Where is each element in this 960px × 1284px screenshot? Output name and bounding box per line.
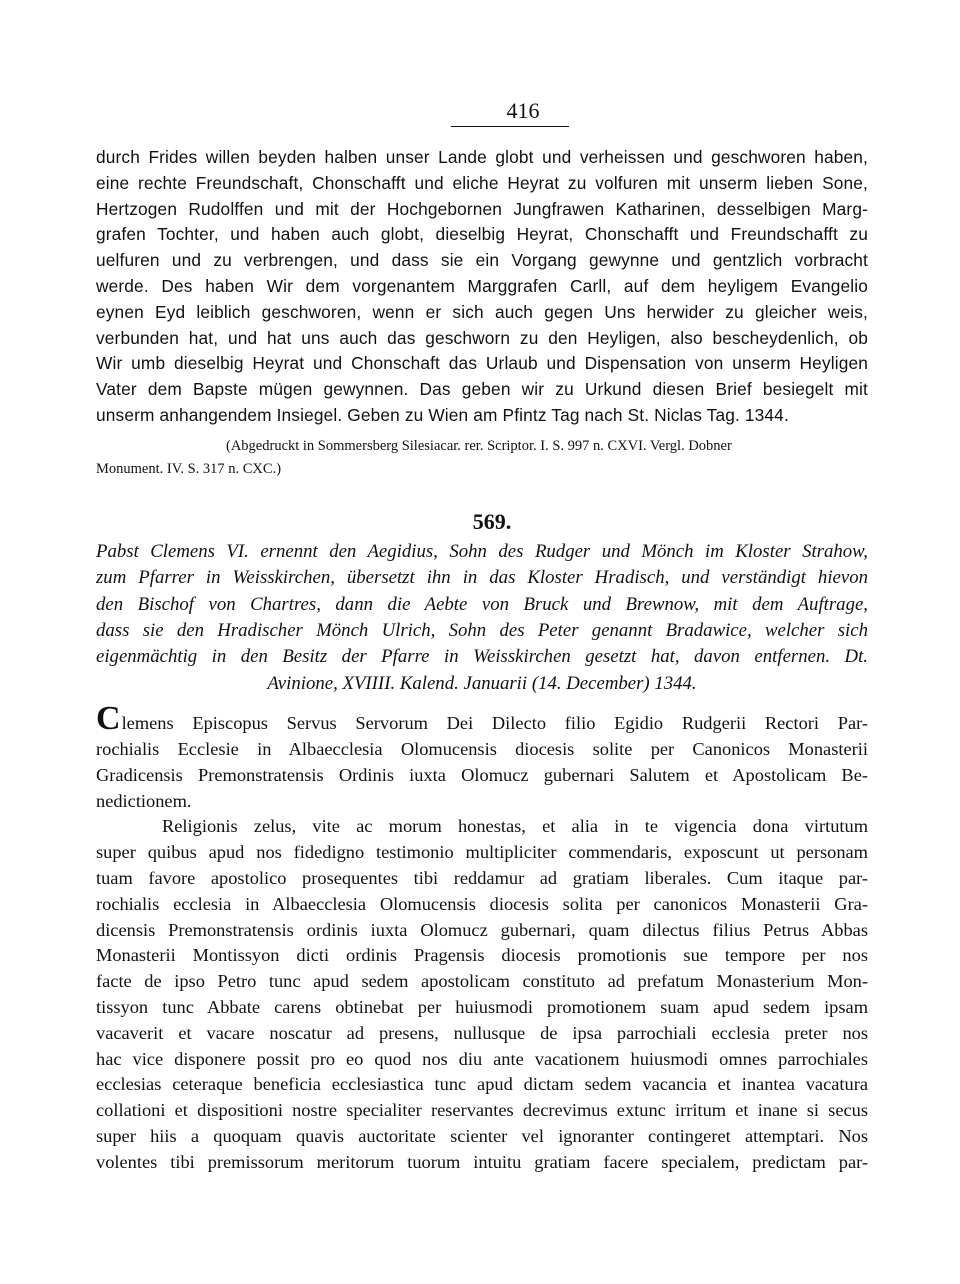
text-line: rochialis Ecclesie in Albaecclesia Olomucensis diocesis solite per Canonicos Monasterii: [96, 739, 868, 759]
document-summary: [96, 539, 868, 697]
text-line: collationi et dispositioni nostre specialiter reservantes decrevimus extunc irritum et inane si secus: [96, 1100, 868, 1121]
text-line: Wir umb dieselbig Heyrat und Chonschaft das Urlaub und Dispensation von unserm Heyligen: [96, 353, 868, 374]
citation-line: (Abgedruckt in Sommersberg Silesiacar. rer. Scriptor. I. S. 997 n. CXVI. Vergl. Dobner: [226, 437, 732, 454]
text-line: [96, 700, 868, 738]
document-number: 569.: [472, 508, 512, 534]
text-line: uelfuren und zu verbrengen, und dass sie ein Vorgang gewynne und gentzlich vorbracht: [96, 250, 868, 271]
summary-line: Avinione, XVIIII. Kalend. Januarii (14. December) 1344.: [267, 672, 697, 694]
page-number: 416: [506, 98, 540, 123]
text-line: werde. Des haben Wir dem vorgenantem Marggrafen Carll, auf dem heyligem Evangelio: [96, 275, 868, 296]
document-page: [96, 98, 868, 1176]
text-line: unserm anhangendem Insiegel. Geben zu Wien am Pfintz Tag nach St. Niclas Tag. 1344.: [96, 404, 789, 425]
text-line: Hertzogen Rudolffen und mit der Hochgebornen Jungfrawen Katharinen, desselbigen Marg-: [96, 198, 868, 219]
summary-line: dass sie den Hradischer Mönch Ulrich, Sohn des Peter genannt Bradawice, welcher sich: [96, 619, 868, 641]
text-line: dicensis Premonstratensis ordinis iuxta Olomucz gubernari, quam dilectus filius Petrus Abbas: [96, 919, 868, 940]
text-line: facte de ipso Petro tunc apud sedem apostolicam constituto ad prefatum Monasterium Mon-: [96, 971, 868, 992]
text-line: Vater dem Bapste mügen gewynnen. Das geben wir zu Urkund diesen Brief besiegelt mit: [96, 379, 868, 400]
summary-line: den Bischof von Chartres, dann die Aebte von Bruck und Brewnow, mit dem Auftrage,: [96, 593, 868, 615]
text-line: tissyon tunc Abbate carens obtinebat per huiusmodi promotionem suam apud sedem ipsam: [96, 996, 868, 1017]
text-line: ecclesias ceteraque beneficia ecclesiastica tunc apud dictam sedem vacancia et inantea vacatura: [96, 1074, 868, 1095]
latin-paragraph-2: [96, 814, 868, 1175]
summary-line: Pabst Clemens VI. ernennt den Aegidius, Sohn des Rudger und Mönch im Kloster Strahow,: [96, 540, 868, 562]
summary-line: zum Pfarrer in Weisskirchen, übersetzt ihn in das Kloster Hradisch, und verständigt hievon: [96, 567, 868, 589]
text-line: Religionis zelus, vite ac morum honestas, et alia in te vigencia dona virtutum: [162, 816, 868, 837]
latin-paragraph-1: [96, 700, 868, 814]
german-text-block: [96, 145, 868, 429]
text-line: eynen Eyd leiblich geschworen, wenn er sich auch gegen Uns herwider zu gleicher weis,: [96, 301, 868, 322]
summary-line: eigenmächtig in den Besitz der Pfarre in Weisskirchen gesetzt hat, davon entfernen. Dt.: [96, 646, 868, 668]
text-line: nedictionem.: [96, 790, 192, 811]
text-line: super quibus apud nos fidedigno testimonio multipliciter commendaris, exposcunt ut personam: [96, 842, 868, 863]
text-line: Gradicensis Premonstratensis Ordinis iuxta Olomucz gubernari Salutem et Apostolicam Be-: [96, 764, 868, 785]
text-line: eine rechte Freundschaft, Chonschafft und eliche Heyrat zu volfuren mit unserm lieben Sone,: [96, 172, 868, 193]
text-line: verbunden hat, und hat uns auch das geschworn zu den Heyligen, also bescheydenlich, ob: [96, 327, 868, 348]
drop-initial: C: [96, 700, 121, 738]
citation-note: [96, 435, 868, 481]
text-line: rochialis ecclesia in Albaecclesia Olomucensis diocesis solita per canonicos Monasterii Gra-: [96, 893, 868, 914]
citation-line: Monument. IV. S. 317 n. CXC.): [96, 460, 282, 477]
text-line: grafen Tochter, und haben auch globt, dieselbig Heyrat, Chonschafft und Freundschafft zu: [96, 224, 868, 245]
text-line: durch Frides willen beyden halben unser Lande globt und verheissen und geschworen haben,: [96, 147, 868, 167]
text-line: vacaverit et vacare noscatur ad presens, nullusque de ipsa parrochiali ecclesia preter nos: [96, 1022, 868, 1043]
text-line: super hiis a quoquam quavis auctoritate scienter vel ignoranter contingeret attemptari. Nos: [96, 1125, 868, 1146]
text-line: volentes tibi premissorum meritorum tuorum intuitu gratiam facere specialem, predictam par-: [96, 1151, 868, 1172]
text-line: tuam favore apostolico prosequentes tibi reddamur ad gratiam liberales. Cum itaque par-: [96, 867, 868, 888]
text-line: Monasterii Montissyon dicti ordinis Pragensis diocesis promotionis sue tempore per nos: [96, 945, 868, 966]
text-line-content: lemens Episcopus Servus Servorum Dei Dilecto filio Egidio Rudgerii Rectori Par-: [121, 713, 868, 734]
text-line: hac vice disponere possit pro eo quod nos diu ante vacationem huiusmodi omnes parrochiales: [96, 1048, 868, 1069]
header-rule: [451, 126, 569, 127]
